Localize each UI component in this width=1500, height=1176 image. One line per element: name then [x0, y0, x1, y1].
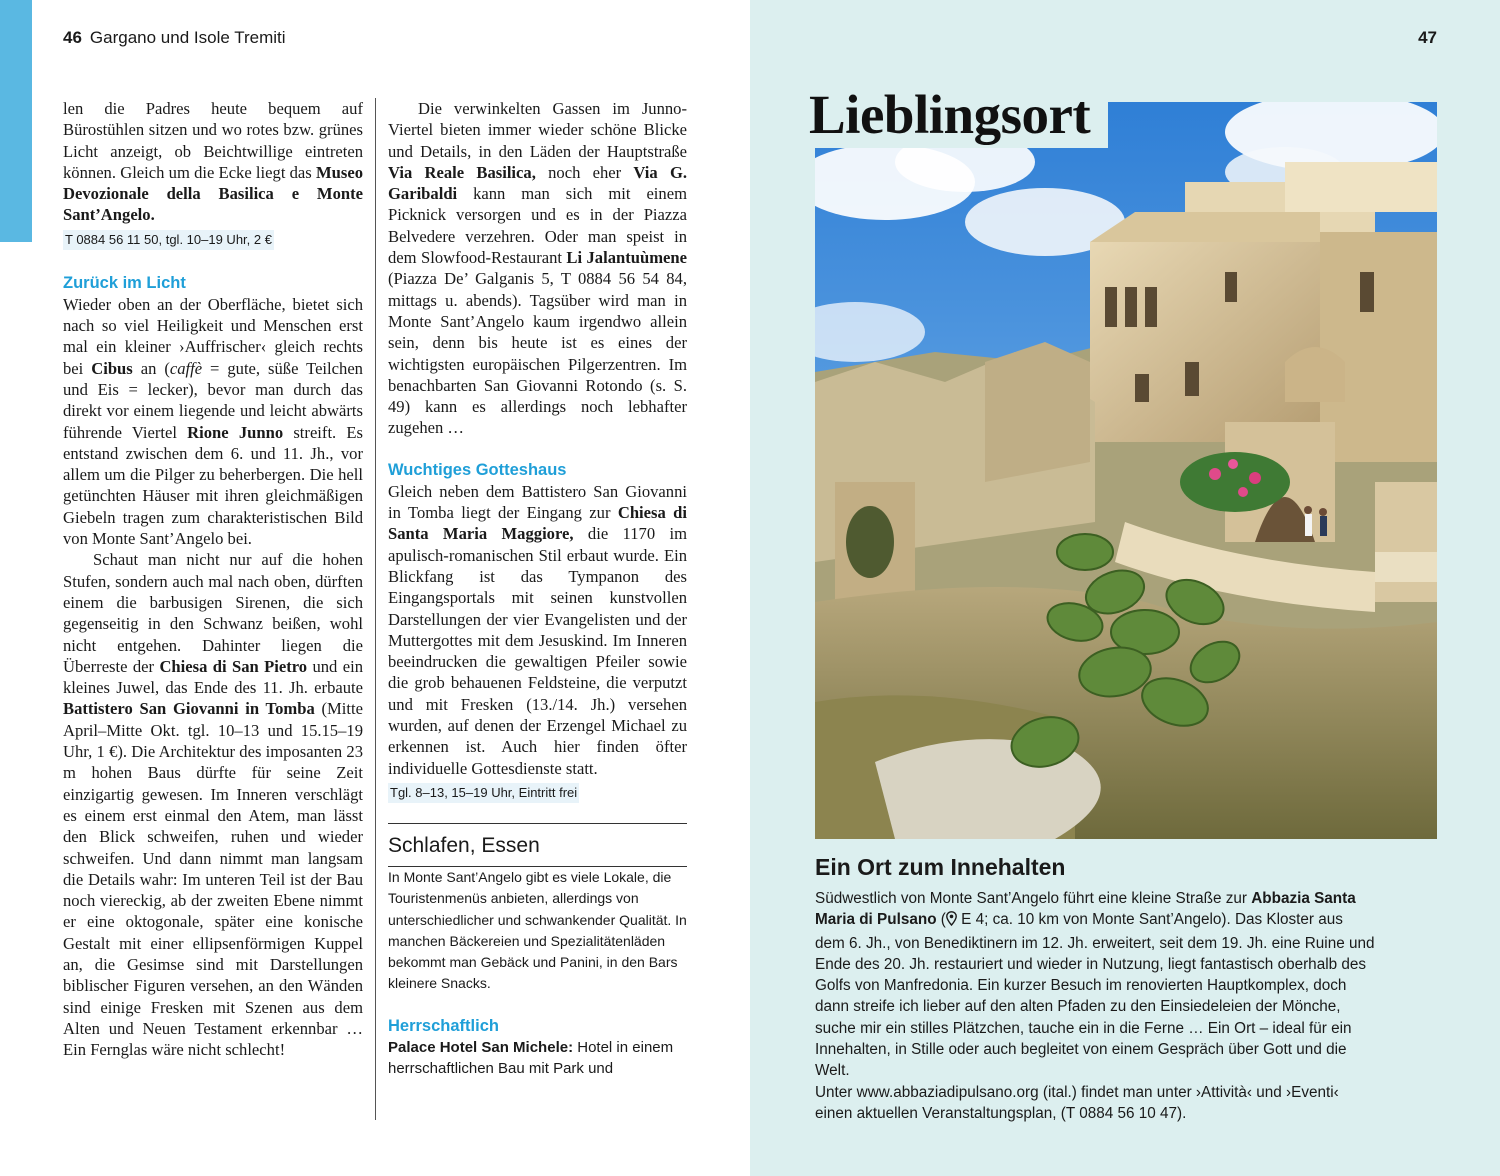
subheading: Wuchtiges Gotteshaus	[388, 460, 567, 479]
chapter-tab-marker	[0, 0, 32, 242]
left-page-header	[63, 28, 286, 48]
running-title: Gargano und Isole Tremiti	[89, 28, 286, 47]
feature-heading: Ein Ort zum Innehalten	[815, 854, 1066, 880]
section-text: In Monte Sant’Angelo gibt es viele Lokale, die Touristenmenüs anbieten, allerdings von unterschiedlicher und schwankender Qualität. In manchen Bäckereien und Spezialitätenläden bekommt man Gebäck und Panini, in den Bars kleinere Snacks.	[388, 868, 687, 992]
paragraph: len die Padres heute bequem auf Bürostühlen sitzen und wo rotes bzw. grünes Licht anzeigt, ob Beichtwillige eintreten können. Gleich um die Ecke liegt das Museo Devozionale della Basilica e Monte Sant’Angelo.	[63, 99, 363, 225]
section-title: Schlafen, Essen	[388, 833, 540, 857]
paragraph: Palace Hotel San Michele: Hotel in einem herrschaftlichen Bau mit Park und	[388, 1038, 674, 1077]
subheading: Herrschaftlich	[388, 1016, 499, 1035]
feature-photo-illustration	[815, 102, 1437, 839]
map-pin-icon	[946, 911, 957, 932]
paragraph: Die verwinkelten Gassen im Junno-Viertel bieten immer wieder schöne Blicke und Details, in den Läden der Hauptstraße Via Reale Basilica, noch eher Via G. Garibaldi kann man sich mit einem Picknick versorgen und es in der Piazza Belvedere verzehren. Oder man speist in dem Slowfood-Restaurant Li Jalantuùmene (Piazza De’ Galganis 5, T 0884 56 54 84, mittags u. abends). Tagsüber wird man in Monte Sant’Angelo kaum irgendwo allein sein, denn bis heute ist es eines der wichtigsten europäischen Pilgerzentren. Im benachbarten San Giovanni Rotondo (s. S. 49) kann es allerdings noch lebhafter zugehen …	[388, 99, 688, 438]
right-page-number: 47	[1418, 28, 1437, 47]
info-line: Tgl. 8–13, 15–19 Uhr, Eintritt frei	[388, 783, 579, 803]
column-divider	[375, 98, 376, 1120]
subheading: Zurück im Licht	[63, 273, 186, 292]
info-line: T 0884 56 11 50, tgl. 10–19 Uhr, 2 €	[63, 230, 274, 250]
left-page-number: 46	[63, 28, 82, 47]
left-column-1	[63, 98, 363, 1060]
left-column-2	[388, 98, 687, 1079]
paragraph: Gleich neben dem Battistero San Giovanni in Tomba liegt der Eingang zur Chiesa di Santa Maria Maggiore, die 1170 im apulisch-romanischen Stil erbaut wurde. Ein Blickfang ist das Tympanon des Eingangsportals mit seinen kunstvollen Darstellungen der vier Evangelisten und der Muttergottes mit dem Jesuskind. Im Inneren beeindrucken die gewaltigen Pfeiler sowie die grob behauenen Feldsteine, die verputzt und mit Fresken (13./14. Jh.) versehen wurden, auf denen der Erzengel Michael zu erkennen ist. Auch hier finden öfter individuelle Gottesdienste statt.	[388, 481, 687, 778]
feature-body: Südwestlich von Monte Sant’Angelo führt eine kleine Straße zur Abbazia Santa Maria di Pulsano ( E 4; ca. 10 km von Monte Sant’Angelo). Das Kloster aus dem 6. Jh., von Benediktinern im 12. Jh. erweitert, seit dem 19. Jh. eine Ruine und Ende des 20. Jh. restauriert und wieder in Nutzung, liegt fantastisch oberhalb des Golfs von Manfredonia. Ein kurzer Besuch im renovierten Hauptkomplex, doch dann streife ich lieber auf den alten Pfaden zu den Einsiedeleien der Mönche, suche mir ein stilles Plätzchen, tauche ein in die Ferne … Ein Ort – ideal für ein Innehalten, in Stille oder auch begleitet von einem Gespräch über Gott und die Welt. Unter www.abbaziadipulsano.org (ital.) findet man unter ›Attività‹ und ›Eventi‹ einen aktuellen Veranstaltungsplan, (T 0884 56 10 47).	[815, 890, 1375, 1122]
feature-title: Lieblingsort	[797, 82, 1108, 148]
section-header-box	[388, 823, 687, 867]
feature-photo	[815, 102, 1437, 839]
paragraph: Wieder oben an der Oberfläche, bietet sich nach so viel Heiligkeit und Menschen erst mal ein kleiner ›Auffrischer‹ gleich rechts bei Cibus an (caffè = gute, süße Teilchen und Eis = lecker), bevor man durch das direkt vor einem liegende und leicht abwärts führende Viertel Rione Junno streift. Es entstand zwischen dem 6. und 11. Jh., vor allem um die Pilger zu beherbergen. Die hell getünchten Häuser mit ihren gleichmäßigen Giebeln tragen zum charakteristischen Bild von Monte Sant’Angelo bei.	[63, 294, 363, 549]
paragraph: Schaut man nicht nur auf die hohen Stufen, sondern auch mal nach oben, dürften einem die barbusigen Sirenen, die sich gegenseitig in den Schwanz beißen, wohl nicht entgehen. Dahinter liegen die Überreste der Chiesa di San Pietro und ein kleines Juwel, das Ende des 11. Jh. erbaute Battistero San Giovanni in Tomba (Mitte April–Mitte Okt. tgl. 10–13 und 15.15–19 Uhr, 1 €). Die Architektur des imposanten 23 m hohen Baus dürfte für seine Zeit einzigartig gewesen. Im Inneren verschlägt es einem erst einmal den Atem, man lässt den Blick schweifen, ruhen und wieder schweifen. Und dann nimmt man langsam die Details wahr: Im unteren Teil ist der Bau noch viereckig, ab der zweiten Ebene nimmt er eine oktogonale, später eine konische Gestalt mit einer ellipsenförmigen Kuppel an, die Gesimse sind mit Darstellungen biblischer Figuren versehen, an den Wänden sind einige Fresken mit Szenen aus dem Alten und Neuen Testament erkennbar … Ein Fernglas wäre nicht schlecht!	[63, 550, 364, 1060]
